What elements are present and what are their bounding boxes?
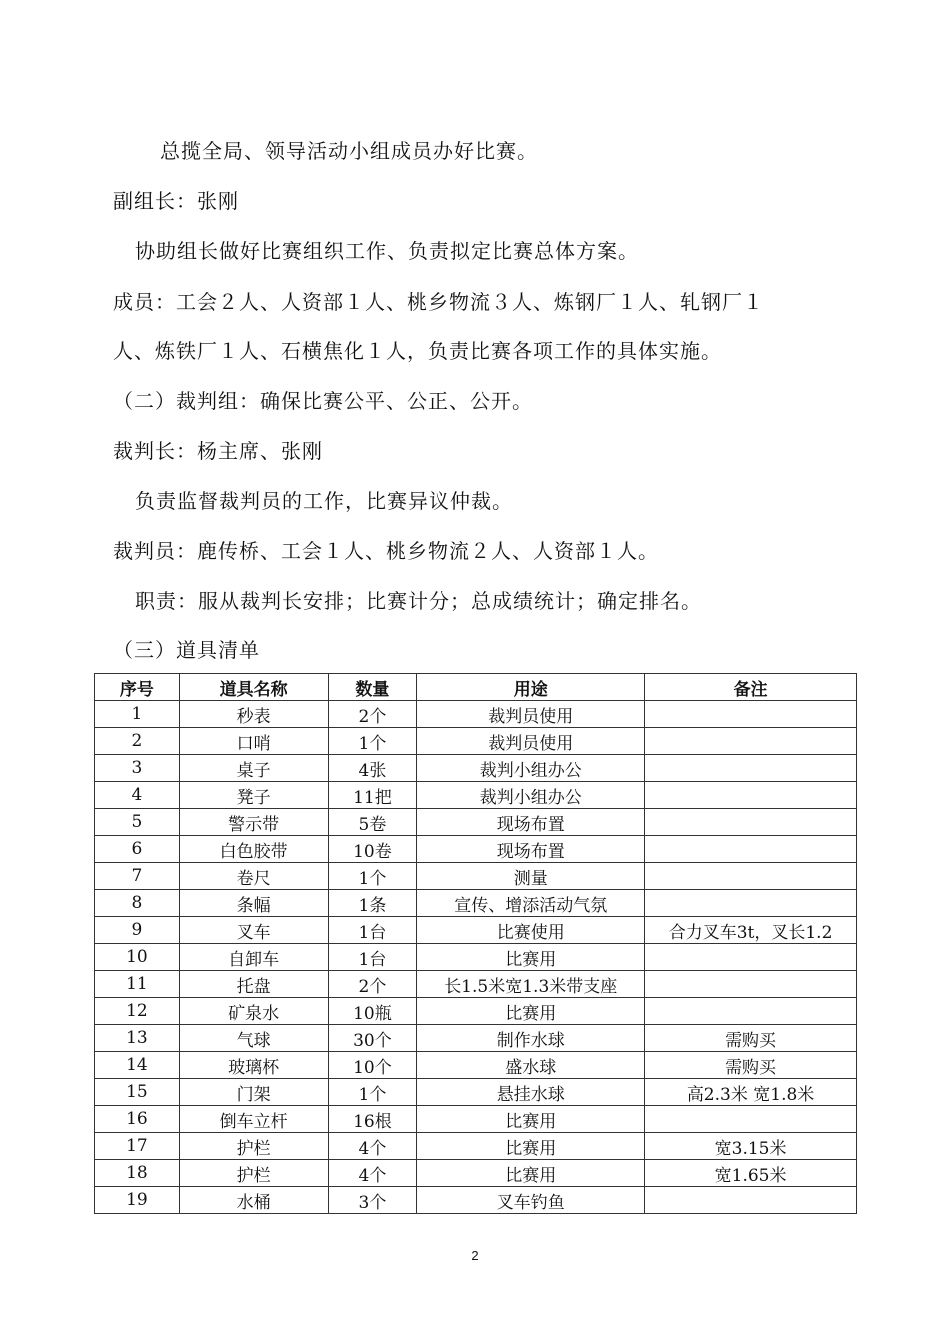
cell-name: 自卸车 <box>179 944 328 971</box>
cell-purpose: 比赛用 <box>417 1160 645 1187</box>
cell-quantity: 11把 <box>328 782 417 809</box>
cell-quantity: 30个 <box>328 1025 417 1052</box>
cell-quantity: 2个 <box>328 701 417 728</box>
cell-name: 卷尺 <box>179 863 328 890</box>
cell-remarks <box>645 863 857 890</box>
cell-name: 护栏 <box>179 1133 328 1160</box>
paragraph-deputy-leader: 副组长：张刚 <box>113 189 239 213</box>
paragraph-deputy-duty: 协助组长做好比赛组织工作、负责拟定比赛总体方案。 <box>135 239 639 263</box>
header-remarks: 备注 <box>645 674 857 701</box>
paragraph-overall-lead: 总揽全局、领导活动小组成员办好比赛。 <box>160 139 538 163</box>
cell-quantity: 1个 <box>328 728 417 755</box>
cell-quantity: 10瓶 <box>328 998 417 1025</box>
cell-index: 7 <box>95 863 180 890</box>
cell-name: 凳子 <box>179 782 328 809</box>
cell-quantity: 2个 <box>328 971 417 998</box>
page-number: 2 <box>471 1248 479 1263</box>
cell-purpose: 裁判员使用 <box>417 728 645 755</box>
cell-purpose: 测量 <box>417 863 645 890</box>
table-row <box>95 917 857 944</box>
table-header-row <box>95 674 857 701</box>
cell-remarks <box>645 971 857 998</box>
cell-name: 条幅 <box>179 890 328 917</box>
cell-index: 4 <box>95 782 180 809</box>
cell-index: 17 <box>95 1133 180 1160</box>
table-row <box>95 1187 857 1214</box>
cell-purpose: 盛水球 <box>417 1052 645 1079</box>
cell-index: 3 <box>95 755 180 782</box>
cell-name: 叉车 <box>179 917 328 944</box>
cell-quantity: 16根 <box>328 1106 417 1133</box>
cell-name: 口哨 <box>179 728 328 755</box>
cell-name: 警示带 <box>179 809 328 836</box>
cell-index: 19 <box>95 1187 180 1214</box>
cell-purpose: 叉车钓鱼 <box>417 1187 645 1214</box>
table-row <box>95 782 857 809</box>
cell-name: 托盘 <box>179 971 328 998</box>
cell-index: 9 <box>95 917 180 944</box>
paragraph-chief-referee: 裁判长：杨主席、张刚 <box>113 439 323 463</box>
table-row <box>95 998 857 1025</box>
table-row <box>95 1133 857 1160</box>
cell-remarks: 宽1.65米 <box>645 1160 857 1187</box>
paragraph-referee-duty: 职责：服从裁判长安排；比赛计分；总成绩统计；确定排名。 <box>135 589 702 613</box>
cell-quantity: 1台 <box>328 944 417 971</box>
paragraph-chief-duty: 负责监督裁判员的工作，比赛异议仲裁。 <box>135 489 513 513</box>
cell-purpose: 制作水球 <box>417 1025 645 1052</box>
cell-purpose: 比赛用 <box>417 1133 645 1160</box>
cell-purpose: 现场布置 <box>417 809 645 836</box>
cell-purpose: 比赛用 <box>417 1106 645 1133</box>
cell-index: 8 <box>95 890 180 917</box>
cell-purpose: 比赛用 <box>417 944 645 971</box>
paragraph-referees: 裁判员：鹿传桥、工会１人、桃乡物流２人、人资部１人。 <box>113 539 659 563</box>
table-row <box>95 728 857 755</box>
cell-quantity: 5卷 <box>328 809 417 836</box>
cell-index: 2 <box>95 728 180 755</box>
cell-name: 玻璃杯 <box>179 1052 328 1079</box>
cell-index: 16 <box>95 1106 180 1133</box>
cell-quantity: 1个 <box>328 1079 417 1106</box>
section-props-list: （三）道具清单 <box>113 638 260 662</box>
cell-quantity: 1个 <box>328 863 417 890</box>
cell-index: 12 <box>95 998 180 1025</box>
table-row <box>95 863 857 890</box>
table-row <box>95 1106 857 1133</box>
cell-index: 10 <box>95 944 180 971</box>
cell-purpose: 比赛用 <box>417 998 645 1025</box>
cell-remarks <box>645 1106 857 1133</box>
paragraph-members: 成员：工会２人、人资部１人、桃乡物流３人、炼钢厂１人、轧钢厂１ <box>113 290 764 314</box>
table-row <box>95 755 857 782</box>
cell-quantity: 10卷 <box>328 836 417 863</box>
table-body <box>95 701 857 1214</box>
cell-remarks <box>645 701 857 728</box>
table-row <box>95 1160 857 1187</box>
cell-index: 15 <box>95 1079 180 1106</box>
paragraph-members-cont: 人、炼铁厂１人、石横焦化１人，负责比赛各项工作的具体实施。 <box>113 339 722 363</box>
cell-quantity: 3个 <box>328 1187 417 1214</box>
table-row <box>95 1025 857 1052</box>
cell-index: 18 <box>95 1160 180 1187</box>
table-row <box>95 809 857 836</box>
table-row <box>95 836 857 863</box>
cell-remarks: 需购买 <box>645 1052 857 1079</box>
cell-remarks <box>645 944 857 971</box>
table-row <box>95 1079 857 1106</box>
cell-remarks <box>645 998 857 1025</box>
cell-purpose: 悬挂水球 <box>417 1079 645 1106</box>
cell-remarks <box>645 755 857 782</box>
cell-remarks: 高2.3米 宽1.8米 <box>645 1079 857 1106</box>
header-name: 道具名称 <box>179 674 328 701</box>
cell-name: 护栏 <box>179 1160 328 1187</box>
cell-quantity: 1条 <box>328 890 417 917</box>
props-table <box>94 673 857 1214</box>
table-row <box>95 701 857 728</box>
table-row <box>95 944 857 971</box>
cell-purpose: 长1.5米宽1.3米带支座 <box>417 971 645 998</box>
cell-quantity: 1台 <box>328 917 417 944</box>
cell-quantity: 4张 <box>328 755 417 782</box>
cell-remarks <box>645 782 857 809</box>
cell-quantity: 4个 <box>328 1133 417 1160</box>
cell-purpose: 裁判小组办公 <box>417 755 645 782</box>
header-index: 序号 <box>95 674 180 701</box>
cell-index: 5 <box>95 809 180 836</box>
cell-purpose: 裁判小组办公 <box>417 782 645 809</box>
cell-purpose: 比赛使用 <box>417 917 645 944</box>
cell-index: 13 <box>95 1025 180 1052</box>
cell-name: 矿泉水 <box>179 998 328 1025</box>
cell-purpose: 宣传、增添活动气氛 <box>417 890 645 917</box>
section-referee-group: （二）裁判组：确保比赛公平、公正、公开。 <box>113 389 533 413</box>
cell-purpose: 现场布置 <box>417 836 645 863</box>
cell-remarks: 需购买 <box>645 1025 857 1052</box>
header-quantity: 数量 <box>328 674 417 701</box>
cell-name: 门架 <box>179 1079 328 1106</box>
cell-remarks <box>645 890 857 917</box>
table-row <box>95 971 857 998</box>
cell-remarks <box>645 728 857 755</box>
cell-remarks: 合力叉车3t，叉长1.2 <box>645 917 857 944</box>
cell-index: 11 <box>95 971 180 998</box>
cell-name: 秒表 <box>179 701 328 728</box>
cell-name: 桌子 <box>179 755 328 782</box>
cell-index: 6 <box>95 836 180 863</box>
cell-index: 1 <box>95 701 180 728</box>
cell-name: 气球 <box>179 1025 328 1052</box>
header-purpose: 用途 <box>417 674 645 701</box>
cell-name: 白色胶带 <box>179 836 328 863</box>
table-row <box>95 1052 857 1079</box>
cell-remarks: 宽3.15米 <box>645 1133 857 1160</box>
cell-index: 14 <box>95 1052 180 1079</box>
cell-remarks <box>645 809 857 836</box>
cell-remarks <box>645 836 857 863</box>
cell-name: 水桶 <box>179 1187 328 1214</box>
cell-purpose: 裁判员使用 <box>417 701 645 728</box>
table-row <box>95 890 857 917</box>
cell-remarks <box>645 1187 857 1214</box>
cell-quantity: 4个 <box>328 1160 417 1187</box>
cell-quantity: 10个 <box>328 1052 417 1079</box>
cell-name: 倒车立杆 <box>179 1106 328 1133</box>
